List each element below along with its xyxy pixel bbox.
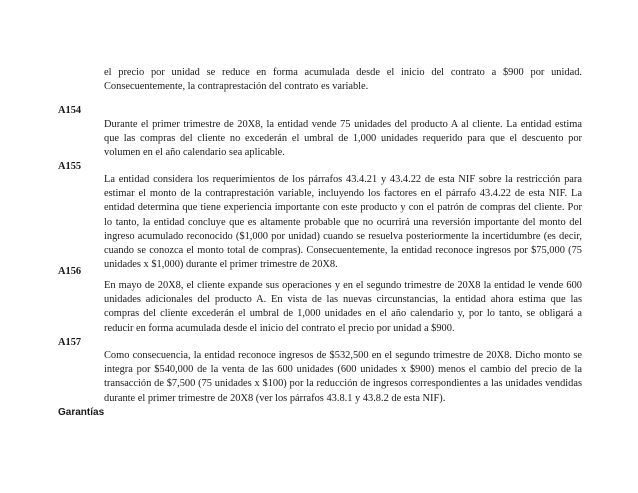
section-heading-garantias: Garantías [58,407,105,418]
paragraph-a155-text: La entidad considera los requerimientos de los párrafos 43.4.21 y 43.4.22 de esta NIF sobre la restricción para estimar el monto de la contraprestación variable, incluyendo los factores en el párrafo 43.4.22 de esta NIF. La entidad determina que tiene experiencia importante con este producto y con el patrón de compras del cliente. Por lo tanto, la entidad concluye que es altamente probable que no ocurrirá una reversión importante del monto del ingreso acumulado reconocido ($1,000 por unidad) cuando se resuelva posteriormente la incertidumbre (es decir, cuando se conozca el monto total de compras). Consecuentemente, la entidad reconoce ingresos por $75,000 (75 unidades x $1,000) durante el primer trimestre de 20X8. [104,174,582,271]
paragraph-a154-text: Durante el primer trimestre de 20X8, la entidad vende 75 unidades del producto A al cliente. La entidad estima que las compras del cliente no excederán el umbral de 1,000 unidades requerido para que el descuento por volumen en el año calendario sea aplicable. [104,119,582,159]
paragraph-a156-text: En mayo de 20X8, el cliente expande sus operaciones y en el segundo trimestre de 20X8 la entidad le vende 600 unidades adicionales del producto A. En vista de las nuevas circunstancias, la entidad ahora estima que las compras del cliente excederán el umbral de 1,000 unidades en el año calendario y, por lo tanto, se obligará a reducir en forma acumulada desde el inicio del contrato el precio por unidad a $900. [104,280,582,334]
paragraph-a157-text: Como consecuencia, la entidad reconoce ingresos de $532,500 en el segundo trimestre de 20X8. Dicho monto se integra por $540,000 de la venta de las 600 unidades (600 unidades x $900) menos el cambio del precio de la transacción de $7,500 (75 unidades x $100) por la reducción de ingresos correspondientes a las unidades vendidas durante el primer trimestre de 20X8 (ver los párrafos 43.8.1 y 43.8.2 de esta NIF). [104,350,582,404]
paragraph-number-a156: A156 [58,266,82,277]
paragraph-number-a155: A155 [58,161,82,172]
paragraph-number-a157: A157 [58,337,82,348]
continuation-paragraph: el precio por unidad se reduce en forma acumulada desde el inicio del contrato a $900 por unidad. Consecuentemente, la contraprestación del contrato es variable. [104,67,582,93]
paragraph-number-a154: A154 [58,105,82,116]
